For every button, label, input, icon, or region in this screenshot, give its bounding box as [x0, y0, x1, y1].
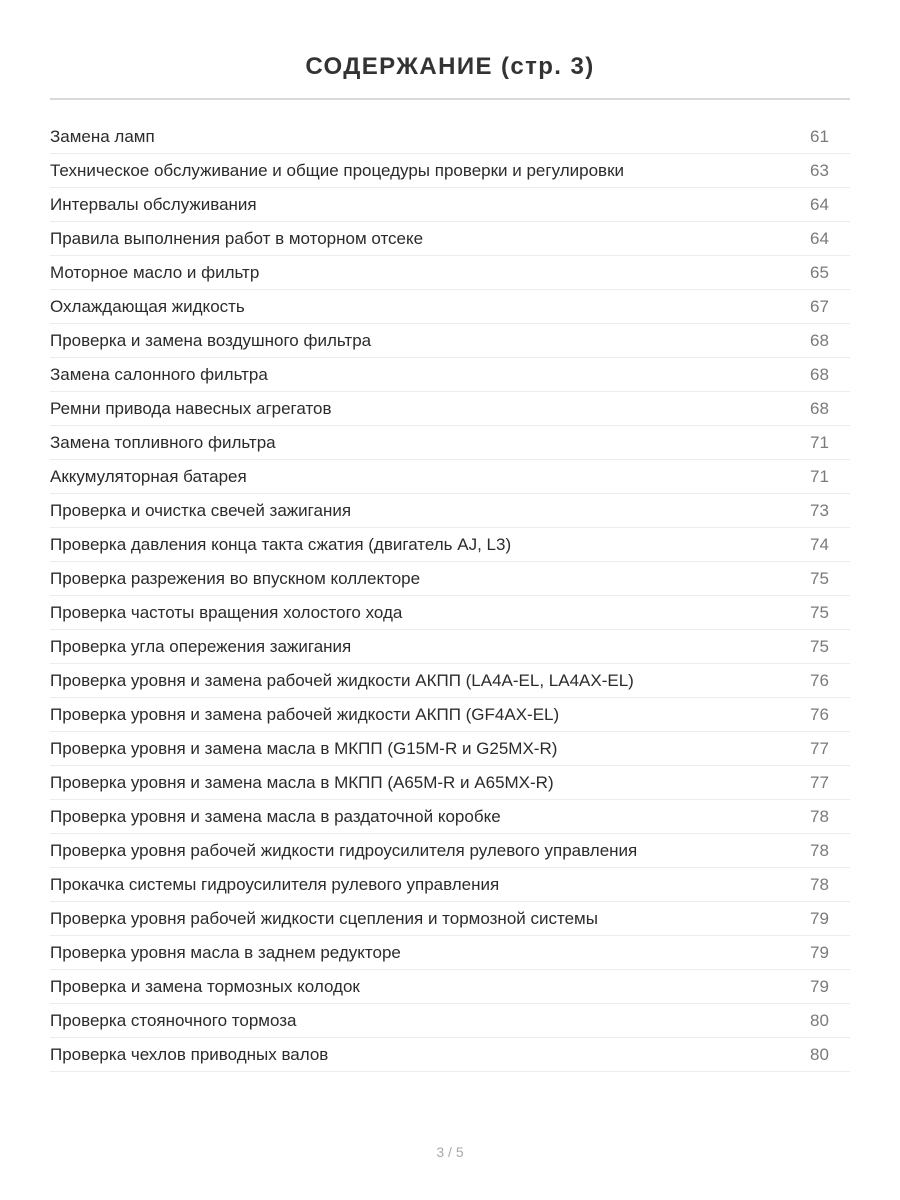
toc-entry-page-number: 77 — [810, 772, 829, 792]
toc-entry-page-number: 68 — [810, 330, 829, 350]
page-title: СОДЕРЖАНИЕ (стр. 3) — [305, 53, 595, 81]
toc-row[interactable] — [50, 868, 850, 902]
toc-entry-page-number: 64 — [810, 194, 829, 214]
toc-row[interactable] — [50, 290, 850, 324]
toc-row[interactable] — [50, 154, 850, 188]
page-indicator: 3 / 5 — [436, 1144, 464, 1160]
toc-entry-title: Ремни привода навесных агрегатов — [50, 398, 332, 418]
toc-row[interactable] — [50, 630, 850, 664]
toc-entry-page-number: 67 — [810, 296, 829, 316]
toc-entry-title: Проверка чехлов приводных валов — [50, 1044, 329, 1064]
toc-row[interactable] — [50, 562, 850, 596]
toc-entry-title: Замена топливного фильтра — [50, 432, 276, 452]
toc-entry-page-number: 73 — [810, 500, 829, 520]
toc-entry-page-number: 65 — [810, 262, 829, 282]
toc-row[interactable] — [50, 358, 850, 392]
toc-list — [50, 120, 850, 1072]
toc-entry-page-number: 75 — [810, 568, 829, 588]
toc-entry-page-number: 63 — [810, 160, 829, 180]
toc-entry-page-number: 71 — [810, 432, 829, 452]
toc-entry-page-number: 80 — [810, 1044, 829, 1064]
toc-entry-title: Проверка стояночного тормоза — [50, 1010, 297, 1030]
toc-row[interactable] — [50, 596, 850, 630]
toc-entry-title: Проверка частоты вращения холостого хода — [50, 602, 403, 622]
toc-entry-title: Правила выполнения работ в моторном отсеке — [50, 228, 424, 248]
toc-entry-title: Проверка уровня рабочей жидкости гидроусилителя рулевого управления — [50, 840, 638, 860]
toc-entry-page-number: 78 — [810, 840, 829, 860]
toc-entry-page-number: 79 — [810, 942, 829, 962]
toc-row[interactable] — [50, 936, 850, 970]
toc-row[interactable] — [50, 1004, 850, 1038]
toc-entry-title: Замена ламп — [50, 126, 155, 146]
toc-row[interactable] — [50, 426, 850, 460]
toc-entry-title: Аккумуляторная батарея — [50, 466, 247, 486]
toc-entry-title: Проверка уровня и замена рабочей жидкости АКПП (LA4A-EL, LA4AX-EL) — [50, 670, 634, 690]
toc-row[interactable] — [50, 1038, 850, 1072]
toc-entry-page-number: 75 — [810, 602, 829, 622]
toc-row[interactable] — [50, 222, 850, 256]
toc-entry-title: Проверка разрежения во впускном коллекторе — [50, 568, 421, 588]
toc-row[interactable] — [50, 460, 850, 494]
toc-entry-page-number: 61 — [810, 126, 829, 146]
toc-row[interactable] — [50, 256, 850, 290]
toc-row[interactable] — [50, 188, 850, 222]
toc-row[interactable] — [50, 494, 850, 528]
toc-entry-title: Интервалы обслуживания — [50, 194, 257, 214]
toc-row[interactable] — [50, 392, 850, 426]
toc-entry-page-number: 79 — [810, 908, 829, 928]
toc-entry-title: Проверка уровня и замена масла в раздаточной коробке — [50, 806, 501, 826]
toc-entry-title: Проверка уровня и замена рабочей жидкости АКПП (GF4AX-EL) — [50, 704, 560, 724]
toc-entry-title: Проверка уровня и замена масла в МКПП (A65M-R и A65MX-R) — [50, 772, 554, 792]
toc-entry-title: Проверка и замена тормозных колодок — [50, 976, 360, 996]
toc-row[interactable] — [50, 698, 850, 732]
toc-row[interactable] — [50, 664, 850, 698]
toc-entry-page-number: 78 — [810, 874, 829, 894]
toc-entry-page-number: 77 — [810, 738, 829, 758]
toc-entry-title: Замена салонного фильтра — [50, 364, 268, 384]
toc-row[interactable] — [50, 902, 850, 936]
toc-entry-page-number: 71 — [810, 466, 829, 486]
toc-entry-page-number: 79 — [810, 976, 829, 996]
toc-entry-title: Проверка давления конца такта сжатия (двигатель AJ, L3) — [50, 534, 512, 554]
toc-entry-title: Проверка и замена воздушного фильтра — [50, 330, 372, 350]
toc-row[interactable] — [50, 834, 850, 868]
toc-row[interactable] — [50, 732, 850, 766]
toc-entry-page-number: 76 — [810, 670, 829, 690]
toc-row[interactable] — [50, 800, 850, 834]
toc-entry-title: Проверка уровня и замена масла в МКПП (G15M-R и G25MX-R) — [50, 738, 558, 758]
toc-row[interactable] — [50, 120, 850, 154]
toc-entry-page-number: 68 — [810, 398, 829, 418]
toc-entry-page-number: 78 — [810, 806, 829, 826]
toc-entry-title: Охлаждающая жидкость — [50, 296, 245, 316]
toc-entry-title: Проверка уровня рабочей жидкости сцепления и тормозной системы — [50, 908, 598, 928]
toc-row[interactable] — [50, 970, 850, 1004]
toc-row[interactable] — [50, 528, 850, 562]
toc-entry-page-number: 68 — [810, 364, 829, 384]
toc-entry-page-number: 74 — [810, 534, 829, 554]
title-divider — [50, 98, 850, 100]
toc-entry-page-number: 80 — [810, 1010, 829, 1030]
toc-entry-page-number: 75 — [810, 636, 829, 656]
toc-row[interactable] — [50, 324, 850, 358]
toc-entry-title: Моторное масло и фильтр — [50, 262, 260, 282]
toc-row[interactable] — [50, 766, 850, 800]
toc-entry-title: Прокачка системы гидроусилителя рулевого управления — [50, 874, 500, 894]
toc-entry-title: Проверка угла опережения зажигания — [50, 636, 352, 656]
toc-entry-page-number: 76 — [810, 704, 829, 724]
toc-entry-page-number: 64 — [810, 228, 829, 248]
toc-entry-title: Проверка и очистка свечей зажигания — [50, 500, 352, 520]
toc-entry-title: Проверка уровня масла в заднем редукторе — [50, 942, 401, 962]
toc-entry-title: Техническое обслуживание и общие процедуры проверки и регулировки — [50, 160, 625, 180]
